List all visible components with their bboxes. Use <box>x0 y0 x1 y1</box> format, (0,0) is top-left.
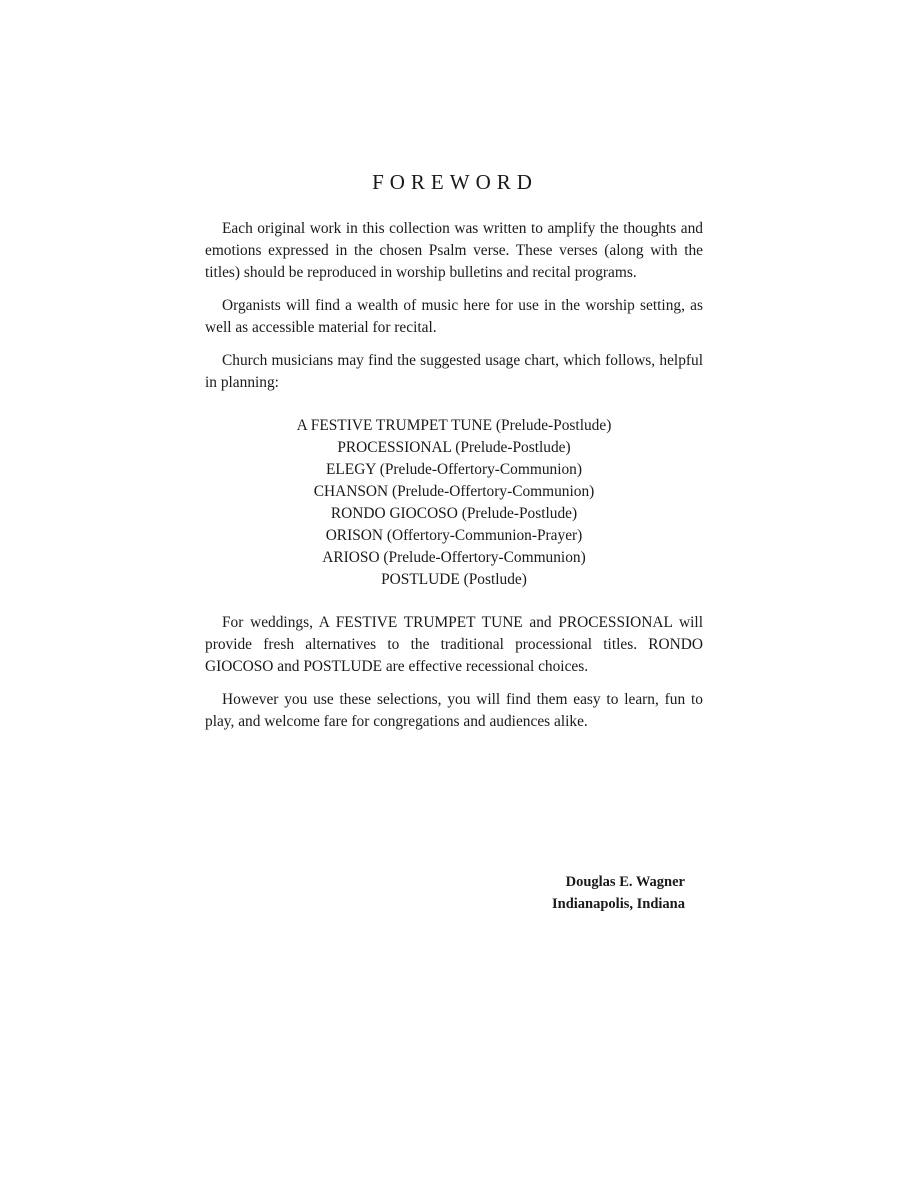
usage-item: POSTLUDE (Postlude) <box>381 571 527 588</box>
usage-item: ORISON (Offertory-Communion-Prayer) <box>325 527 583 544</box>
paragraph-organists: Organists will find a wealth of music here for use in the worship setting, as well as accessible material for recital. <box>205 297 703 336</box>
usage-item: ARIOSO (Prelude-Offertory-Communion) <box>322 549 586 566</box>
foreword-body <box>205 218 703 744</box>
paragraph-usage-intro: Church musicians may find the suggested usage chart, which follows, helpful in planning: <box>205 352 703 391</box>
paragraph-intro: Each original work in this collection was written to amplify the thoughts and emotions expressed in the chosen Psalm verse. These verses (along with the titles) should be reproduced in worship bulletins and recital programs. <box>205 220 703 281</box>
paragraph-closing: However you use these selections, you will find them easy to learn, fun to play, and welcome fare for congregations and audiences alike. <box>205 691 703 730</box>
paragraph-weddings: For weddings, A FESTIVE TRUMPET TUNE and PROCESSIONAL will provide fresh alternatives to the traditional processional titles. RONDO GIOCOSO and POSTLUDE are effective recessional choices. <box>205 614 703 675</box>
usage-item: ELEGY (Prelude-Offertory-Communion) <box>325 461 583 478</box>
author-location: Indianapolis, Indiana <box>552 896 685 912</box>
page-title: FOREWORD <box>372 170 538 194</box>
usage-item: A FESTIVE TRUMPET TUNE (Prelude-Postlude) <box>296 417 612 434</box>
usage-item: CHANSON (Prelude-Offertory-Communion) <box>313 483 595 500</box>
usage-chart <box>205 415 703 591</box>
signature-block <box>440 871 685 915</box>
author-name: Douglas E. Wagner <box>565 874 685 890</box>
usage-item: PROCESSIONAL (Prelude-Postlude) <box>337 439 571 456</box>
usage-item: RONDO GIOCOSO (Prelude-Postlude) <box>330 505 578 522</box>
